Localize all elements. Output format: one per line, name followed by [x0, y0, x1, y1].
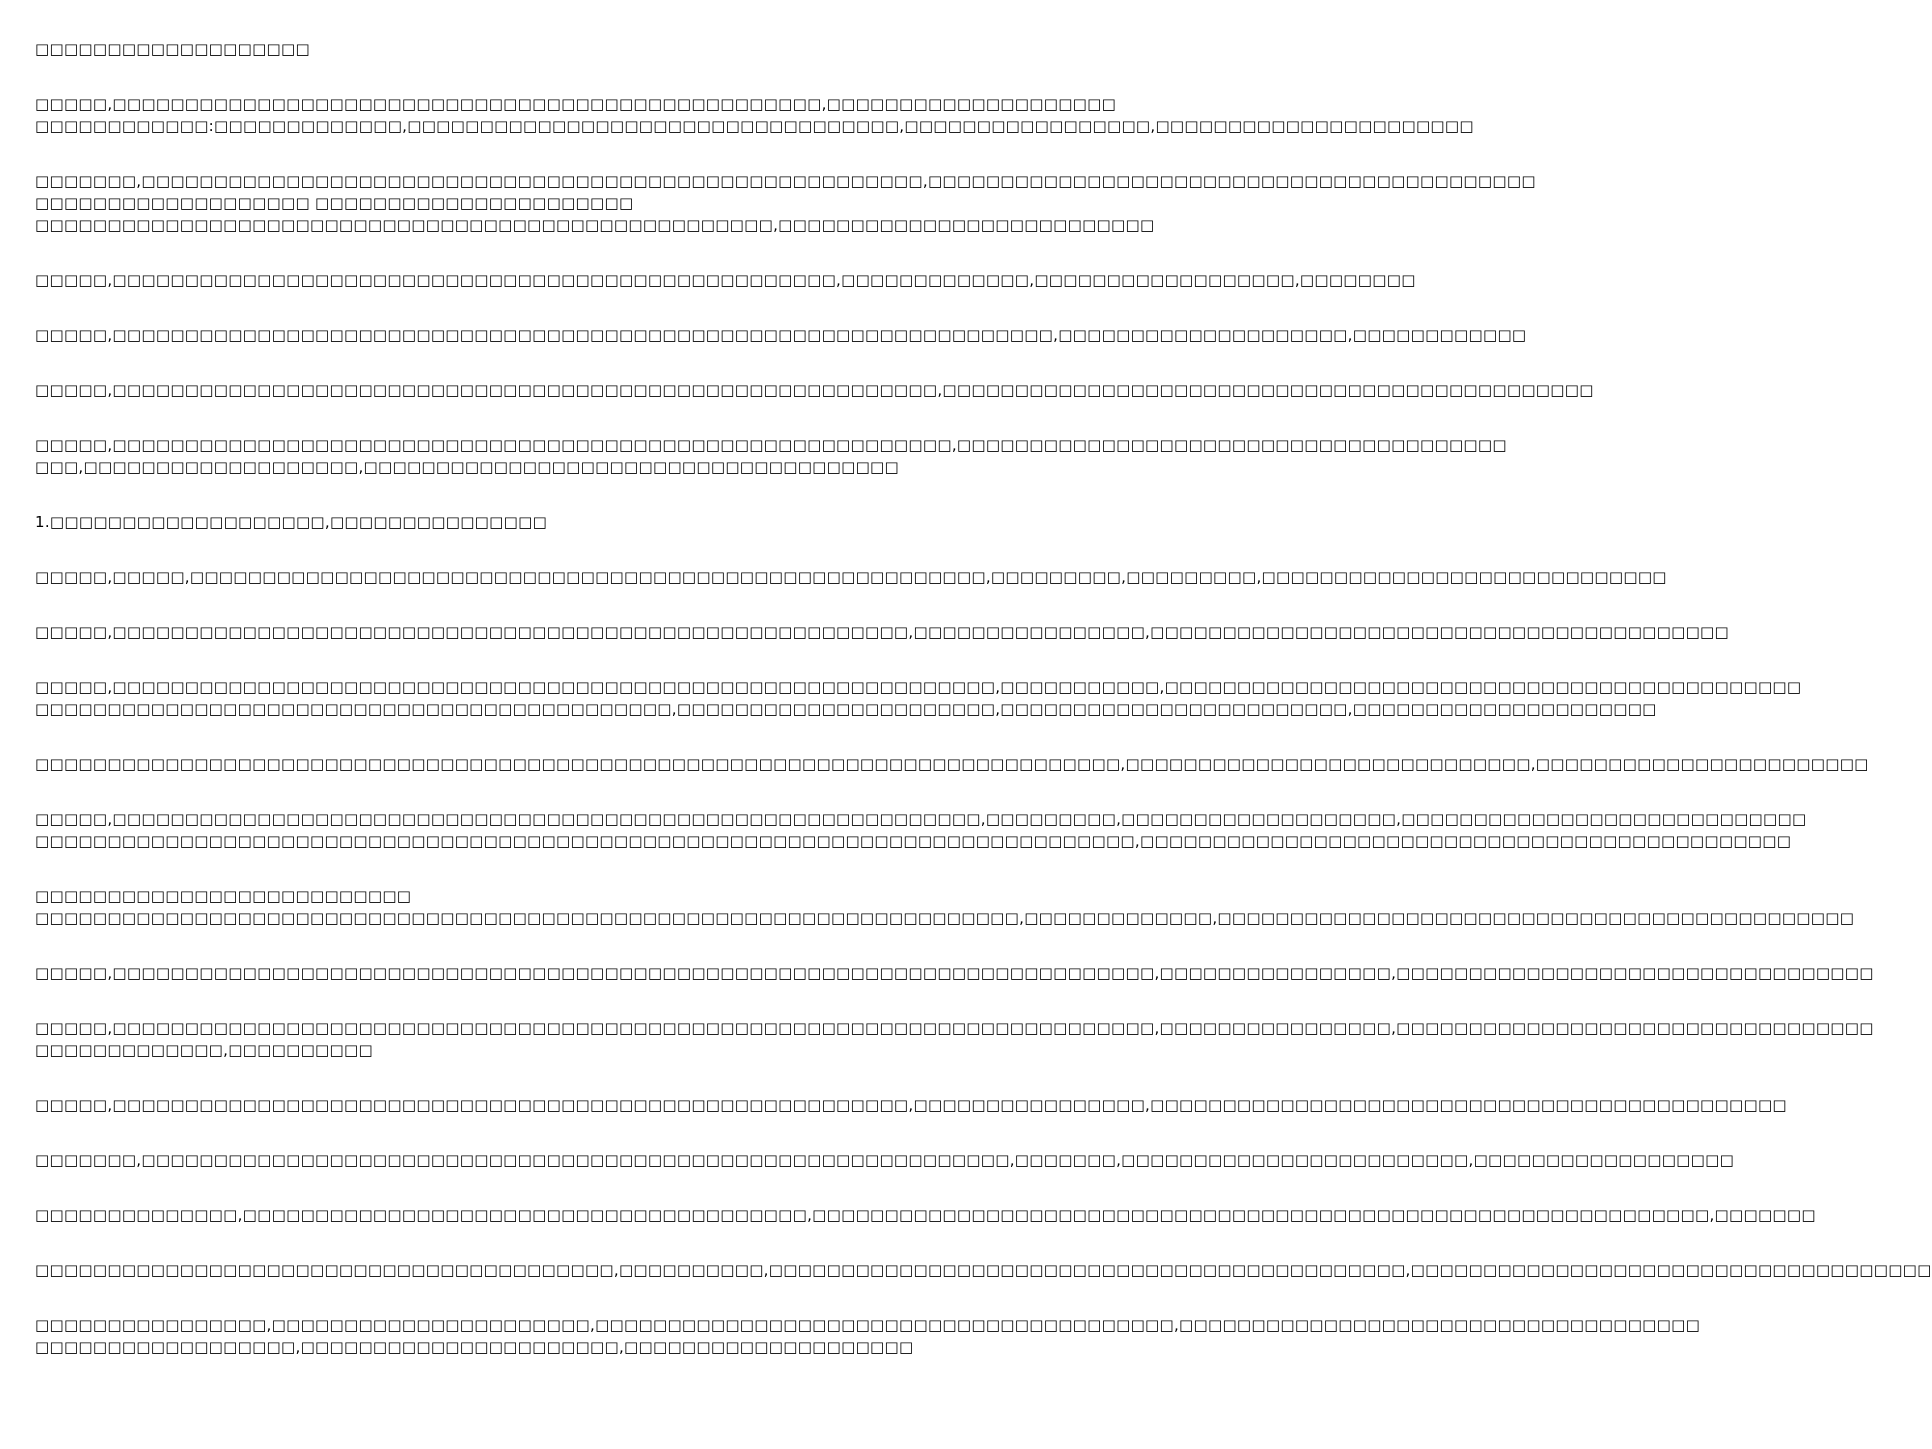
text-line: □□□□□,□□□□□□□□□□□□□□□□□□□□□□□□□□□□□□□□□□□□□□□□□□□□□□□□□□□□□□□□□□,□□□□□□□□□□□□□□□□□□□□□□□□□□□□□□□□□□□□□□ [35, 436, 1507, 454]
paragraph-gap [35, 291, 990, 324]
text-line: □□□□□,□□□□□,□□□□□□□□□□□□□□□□□□□□□□□□□□□□□□□□□□□□□□□□□□□□□□□□□□□□□□□,□□□□□□□□□,□□□□□□□□□,□□□□□□□□□□□□□□□□□□□□□□□□□□□□ [35, 568, 1667, 586]
paragraph-gap [35, 775, 990, 808]
paragraph-gap [35, 478, 990, 511]
paragraph-gap [35, 1061, 990, 1094]
paragraph-gap [35, 60, 990, 93]
text-line: □□□□□,□□□□□□□□□□□□□□□□□□□□□□□□□□□□□□□□□□□□□□□□□□□□□□□□□□□□□□□□□□□□□□□□□,□□□□□□□□□□□□□□□□□□□□,□□□□□□□□□□□□ [35, 326, 1527, 344]
paragraph-gap [35, 1116, 990, 1149]
text-line: □□□□□□□□□□□□□□□□□□□□□□□□□□ [35, 887, 412, 905]
text-line: □□□□□□□,□□□□□□□□□□□□□□□□□□□□□□□□□□□□□□□□□□□□□□□□□□□□□□□□□□□□□□□□□□□□,□□□□□□□,□□□□□□□□□□□□□□□□□□□□□□□□,□□□□□□□□□□□□□□□□□□ [35, 1151, 1735, 1169]
text-line: □□□□□□□□□□□□□□□□□□□□□□□□□□□□□□□□□□□□□□□□□□□□□□□□□□□,□□□□□□□□□□□□□□□□□□□□□□□□□□ [35, 216, 1155, 234]
text-line: □□□,□□□□□□□□□□□□□□□□□□□,□□□□□□□□□□□□□□□□□□□□□□□□□□□□□□□□□□□□□ [35, 458, 900, 476]
paragraph-gap [35, 346, 990, 379]
text-line: 1.□□□□□□□□□□□□□□□□□□□,□□□□□□□□□□□□□□□ [35, 513, 548, 531]
text-line: □□□□□,□□□□□□□□□□□□□□□□□□□□□□□□□□□□□□□□□□□□□□□□□□□□□□□□□,□□□□□□□□□□□□□□□□□□□□ [35, 95, 1117, 113]
text-line: □□□□□,□□□□□□□□□□□□□□□□□□□□□□□□□□□□□□□□□□□□□□□□□□□□□□□□□□□□□□□□□□□□,□□□□□□□□□,□□□□□□□□□□□□□□□□□□□,□□□□□□□□□□□□□□□□□□□□□□□□□□□□ [35, 810, 1807, 828]
text-line: □□□□□,□□□□□□□□□□□□□□□□□□□□□□□□□□□□□□□□□□□□□□□□□□□□□□□□□□□□□□□,□□□□□□□□□□□□□□□□,□□□□□□□□□□□□□□□□□□□□□□□□□□□□□□□□□□□□□□□□□□□□ [35, 1096, 1787, 1114]
text-line: □□□□□,□□□□□□□□□□□□□□□□□□□□□□□□□□□□□□□□□□□□□□□□□□□□□□□□□□□□□□□□□□□□□,□□□□□□□□□□□,□□□□□□□□□□□□□□□□□□□□□□□□□□□□□□□□□□□□□□□□□□□□ [35, 678, 1802, 696]
text-line: □□□□□□□,□□□□□□□□□□□□□□□□□□□□□□□□□□□□□□□□□□□□□□□□□□□□□□□□□□□□□□,□□□□□□□□□□□□□□□□□□□□□□□□□□□□□□□□□□□□□□□□□□ [35, 172, 1536, 190]
paragraph-gap [35, 1281, 990, 1314]
text-line: □□□□□,□□□□□□□□□□□□□□□□□□□□□□□□□□□□□□□□□□□□□□□□□□□□□□□□□□□□□□□□□□□□□□□□□□□□□□□□,□□□□□□□□□□□□□□□□,□□□□□□□□□□□□□□□□□□□□□□□□□□□□□□□□□ [35, 1019, 1874, 1037]
text-line: □□□□□□□□□□□□□,□□□□□□□□□□ [35, 1041, 373, 1059]
text-line: □□□□□,□□□□□□□□□□□□□□□□□□□□□□□□□□□□□□□□□□□□□□□□□□□□□□□□□□□□□□□□□,□□□□□□□□□□□□□□□□□□□□□□□□□□□□□□□□□□□□□□□□□□□□□ [35, 381, 1594, 399]
paragraph-gap [35, 401, 990, 434]
text-line: □□□□□□□□□□□□□□□□□□□ □□□□□□□□□□□□□□□□□□□□□□ [35, 194, 634, 212]
paragraph-gap [35, 852, 990, 885]
paragraph-gap [35, 588, 990, 621]
text-line: □□□□□□□□□□□□□□□□□□□□□□□□□□□□□□□□□□□□□□□□□□□□,□□□□□□□□□□□□□□□□□□□□□□,□□□□□□□□□□□□□□□□□□□□□□□□,□□□□□□□□□□□□□□□□□□□□□ [35, 700, 1657, 718]
text-line: □□□□□□□□□□□□□□,□□□□□□□□□□□□□□□□□□□□□□□□□□□□□□□□□□□□□□□,□□□□□□□□□□□□□□□□□□□□□□□□□□□□□□□□□□□□□□□□□□□□□□□□□□□□□□□□□□□□□□,□□□□□□□ [35, 1206, 1816, 1224]
text-line: □□□□□□□□□□□□□□□□□□,□□□□□□□□□□□□□□□□□□□□□□,□□□□□□□□□□□□□□□□□□□□ [35, 1338, 914, 1356]
paragraph-gap [35, 984, 990, 1017]
text-line: □□□□□,□□□□□□□□□□□□□□□□□□□□□□□□□□□□□□□□□□□□□□□□□□□□□□□□□□□□□□□,□□□□□□□□□□□□□□□□,□□□□□□□□□□□□□□□□□□□□□□□□□□□□□□□□□□□□□□□□ [35, 623, 1729, 641]
text-line: □□□□□□□□□□□□□□□□,□□□□□□□□□□□□□□□□□□□□□□,□□□□□□□□□□□□□□□□□□□□□□□□□□□□□□□□□□□□□□□□,□□□□□□□□□□□□□□□□□□□□□□□□□□□□□□□□□□□□ [35, 1316, 1701, 1334]
paragraph-gap [35, 137, 990, 170]
text-line: □□□□□□□□□□□□□□□□□□□□□□□□□□□□□□□□□□□□□□□□□□□□□□□□□□□□□□□□□□□□□□□□□□□□,□□□□□□□□□□□□□,□□□□□□□□□□□□□□□□□□□□□□□□□□□□□□□□□□□□□□□□□□□□ [35, 909, 1855, 927]
paragraph-gap [35, 533, 990, 566]
text-line: □□□□□□□□□□□□:□□□□□□□□□□□□□,□□□□□□□□□□□□□□□□□□□□□□□□□□□□□□□□□□,□□□□□□□□□□□□□□□□□,□□□□□□□□□□□□□□□□□□□□□□ [35, 117, 1474, 135]
paragraph-gap [35, 720, 990, 753]
text-line: □□□□□□□□□□□□□□□□□□□□□□□□□□□□□□□□□□□□□□□□,□□□□□□□□□□,□□□□□□□□□□□□□□□□□□□□□□□□□□□□□□□□□□□□□□□□□□□□,□□□□□□□□□□□□□□□□□□□□□□□□□□□□□□□□□□□□ [35, 1261, 1932, 1279]
document-body [35, 38, 1932, 1358]
text-line: □□□□□,□□□□□□□□□□□□□□□□□□□□□□□□□□□□□□□□□□□□□□□□□□□□□□□□□□,□□□□□□□□□□□□□,□□□□□□□□□□□□□□□□□□,□□□□□□□□ [35, 271, 1416, 289]
text-line: □□□□□□□□□□□□□□□□□□□□□□□□□□□□□□□□□□□□□□□□□□□□□□□□□□□□□□□□□□□□□□□□□□□□□□□□□□□,□□□□□□□□□□□□□□□□□□□□□□□□□□□□,□□□□□□□□□□□□□□□□□□□□□□□ [35, 755, 1869, 773]
paragraph-gap [35, 236, 990, 269]
paragraph-gap [35, 1171, 990, 1204]
text-line: □□□□□□□□□□□□□□□□□□□ [35, 40, 310, 58]
paragraph-gap [35, 929, 990, 962]
text-line: □□□□□□□□□□□□□□□□□□□□□□□□□□□□□□□□□□□□□□□□□□□□□□□□□□□□□□□□□□□□□□□□□□□□□□□□□□□□,□□□□□□□□□□□□□□□□□□□□□□□□□□□□□□□□□□□□□□□□□□□□□ [35, 832, 1792, 850]
paragraph-gap [35, 643, 990, 676]
text-line: □□□□□,□□□□□□□□□□□□□□□□□□□□□□□□□□□□□□□□□□□□□□□□□□□□□□□□□□□□□□□□□□□□□□□□□□□□□□□□,□□□□□□□□□□□□□□□□,□□□□□□□□□□□□□□□□□□□□□□□□□□□□□□□□□ [35, 964, 1874, 982]
paragraph-gap [35, 1226, 990, 1259]
